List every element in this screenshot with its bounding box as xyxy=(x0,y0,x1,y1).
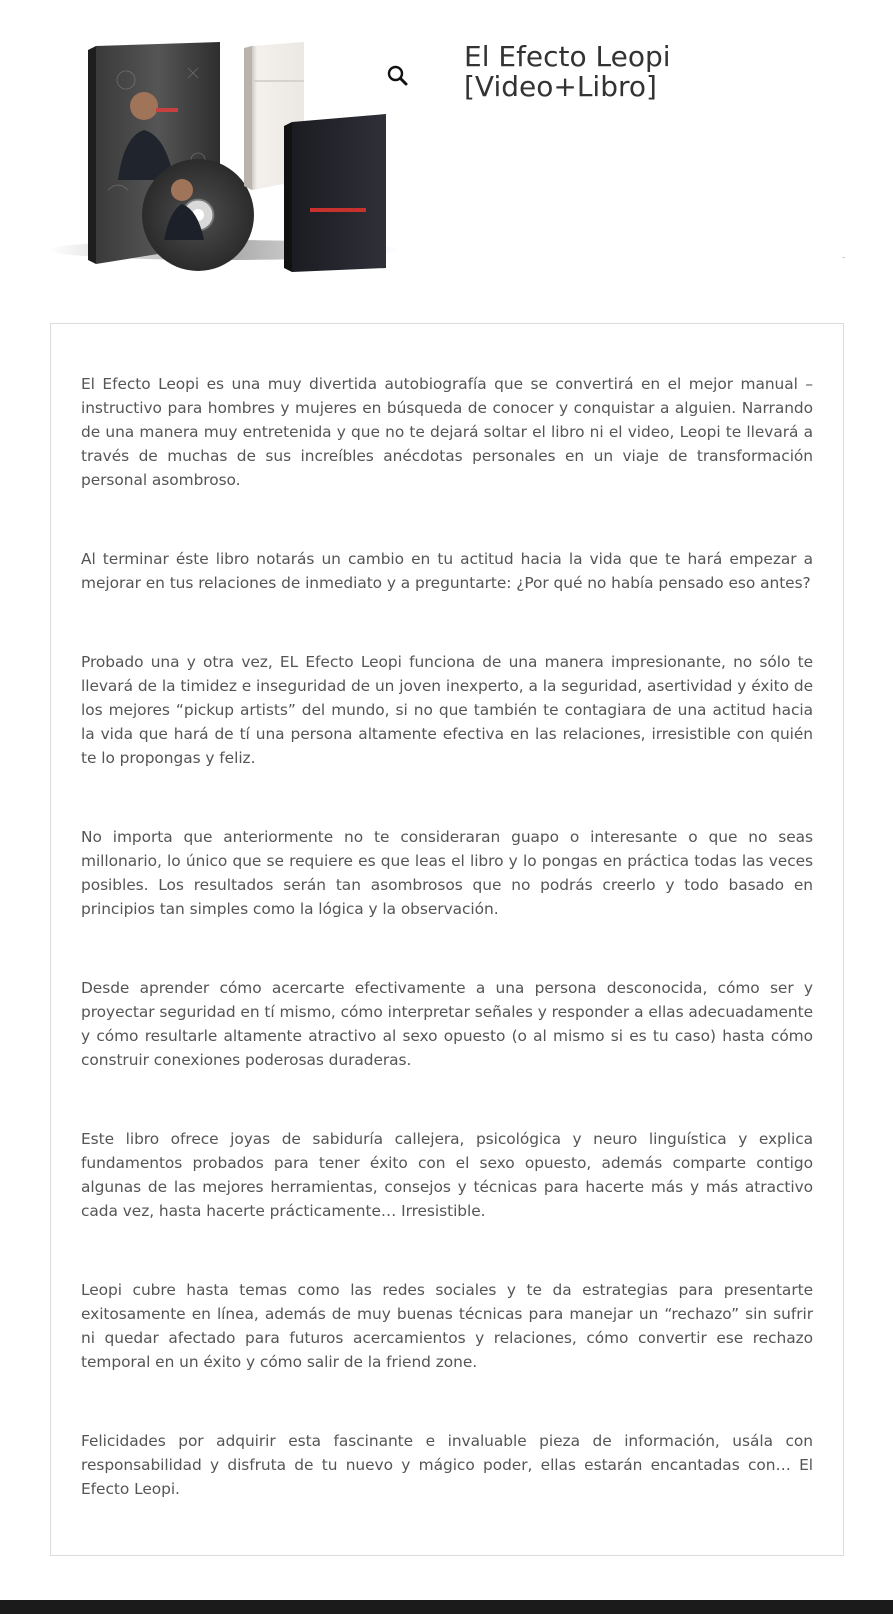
description-paragraph: No importa que anteriormente no te consideraran guapo o interesante o que no seas millonario, lo único que se requiere es que leas el libro y lo pongas en práctica todas las veces posibles. Los resultados serán tan asombrosos que no podrás creerlo y todo basado en principios tan simples como la lógica y la observación. xyxy=(81,828,813,918)
description-paragraph: Al terminar éste libro notarás un cambio en tu actitud hacia la vida que te hará empezar a mejorar en tus relaciones de inmediato y a preguntarte: ¿Por qué no había pensado eso antes? xyxy=(81,550,813,592)
description-paragraph: Felicidades por adquirir esta fascinante e invaluable pieza de información, usála con responsabilidad y disfruta de tu nuevo y mágico poder, ellas estarán encantadas con… El Efecto Leopi. xyxy=(81,1432,813,1498)
separator-dot xyxy=(842,257,845,258)
zoom-button[interactable] xyxy=(385,63,411,89)
product-title: El Efecto Leopi [Video+Libro] xyxy=(464,40,671,103)
product-image[interactable] xyxy=(48,40,428,280)
magnifier-icon xyxy=(385,63,411,89)
description-paragraph: Desde aprender cómo acercarte efectivamente a una persona desconocida, cómo ser y proyectar seguridad en tí mismo, cómo interpretar señales y responder a ellas adecuadamente y cómo resultarle altamente atractivo al sexo opuesto (o al mismo si es tu caso) hasta cómo construir conexiones poderosas duraderas. xyxy=(81,979,813,1069)
description-paragraph: Probado una y otra vez, EL Efecto Leopi funciona de una manera impresionante, no sólo te llevará de la timidez e inseguridad de un joven inexperto, a la seguridad, asertividad y éxito de los mejores “pickup artists” del mundo, si no que también te contagiara de una actitud hacia la vida que hará de tí una persona altamente efectiva en las relaciones, irresistible con quién te lo propongas y feliz. xyxy=(81,653,813,767)
dvd-disc xyxy=(142,159,254,271)
description-paragraph: Leopi cubre hasta temas como las redes sociales y te da estrategias para presentarte exitosamente en línea, además de muy buenas técnicas para manejar un “rechazo” sin sufrir ni quedar afectado para futuros acercamientos y relaciones, cómo convertir ese rechazo temporal en un éxito y cómo salir de la friend zone. xyxy=(81,1281,813,1371)
description-panel xyxy=(50,323,844,1556)
footer-bar xyxy=(0,1600,893,1614)
book-front xyxy=(284,114,386,272)
description-paragraph: El Efecto Leopi es una muy divertida autobiografía que se convertirá en el mejor manual – instructivo para hombres y mujeres en búsqueda de conocer y conquistar a alguien. Narrando de una manera muy entretenida y que no te dejará soltar el libro ni el video, Leopi te llevará a través de muchas de sus increíbles anécdotas personales en un viaje de transformación personal asombroso. xyxy=(81,375,813,489)
description-paragraph: Este libro ofrece joyas de sabiduría callejera, psicológica y neuro linguística y explica fundamentos probados para tener éxito con el sexo opuesto, además comparte contigo algunas de las mejores herramientas, consejos y técnicas para hacerte más y más atractivo cada vez, hasta hacerte prácticamente… Irresistible. xyxy=(81,1130,813,1220)
